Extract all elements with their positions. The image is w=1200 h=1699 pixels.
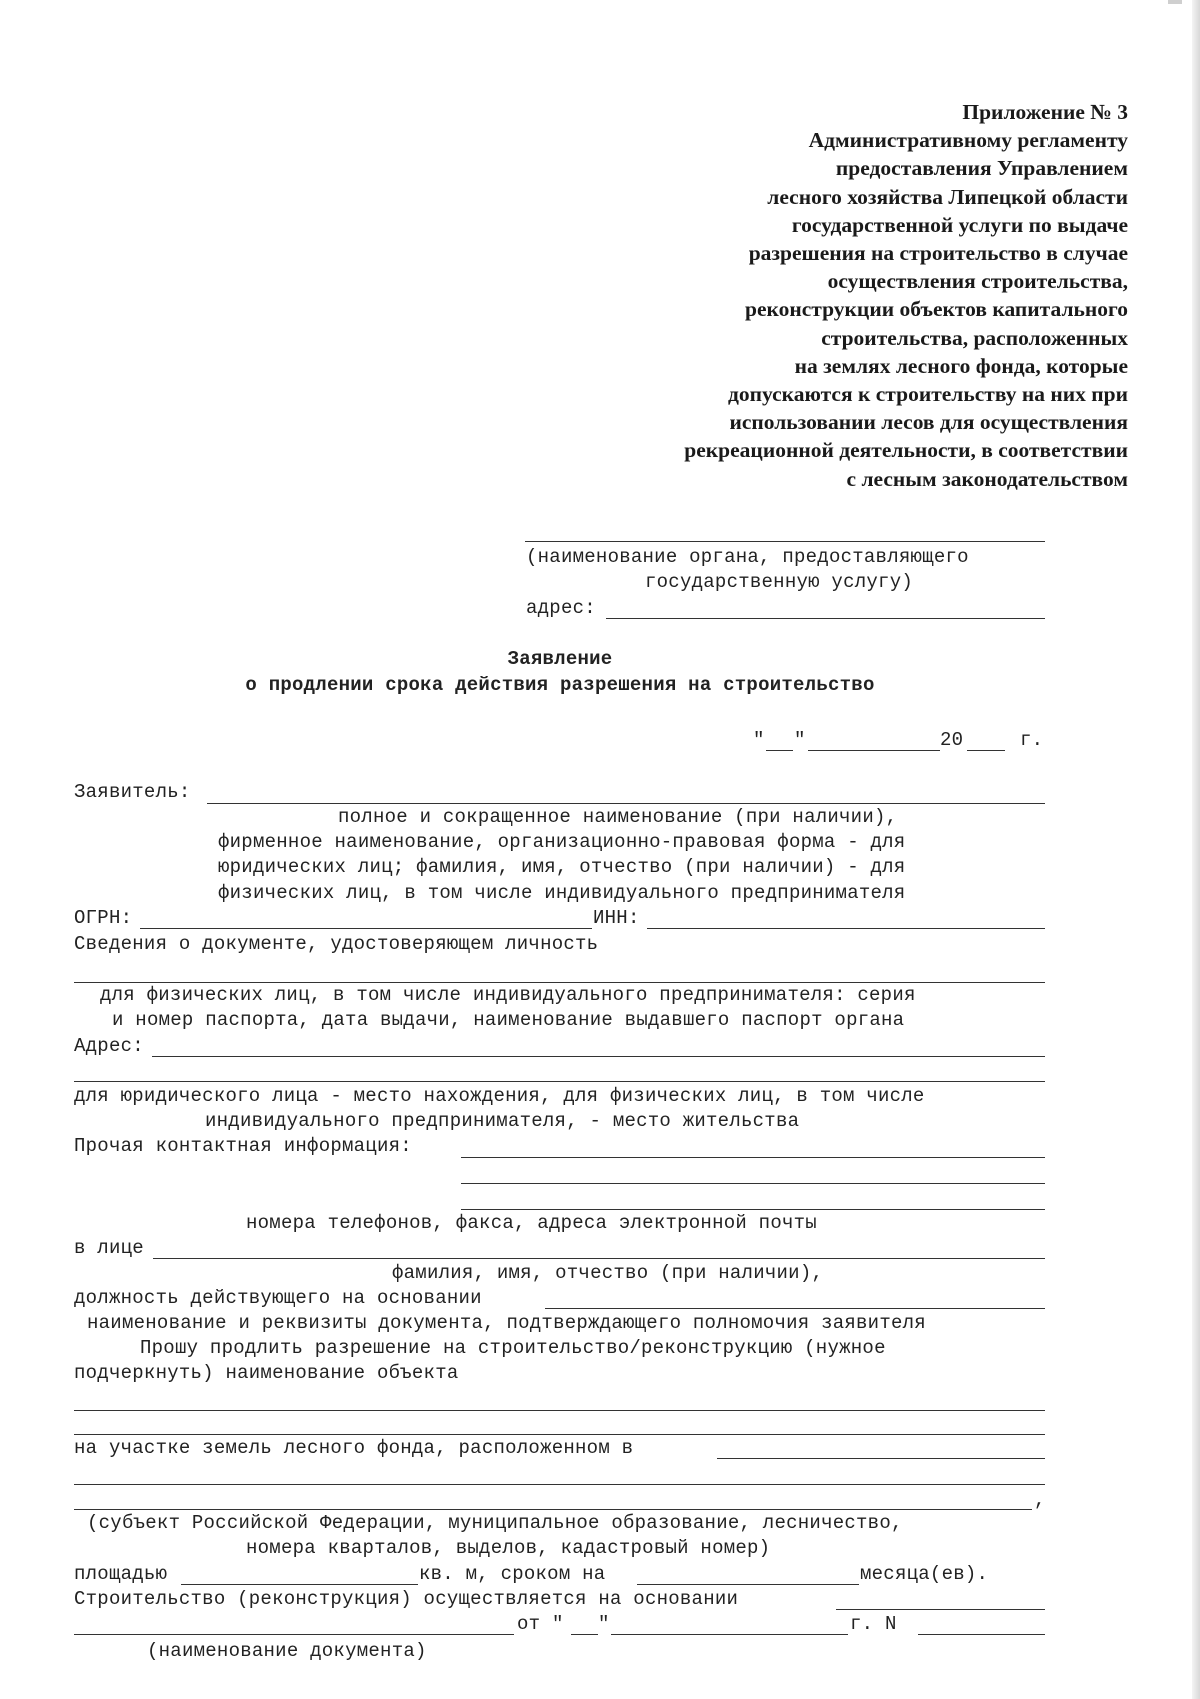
authority-caption: государственную услугу) (645, 571, 913, 593)
plot-hint: (субъект Российской Федерации, муниципальное образование, лесничество, (87, 1512, 903, 1534)
id-document-field[interactable] (74, 982, 1045, 983)
authority-caption: (наименование органа, предоставляющего (526, 546, 969, 568)
date-century: 20 (940, 729, 964, 751)
document-number-label: г. N (850, 1613, 897, 1635)
applicant-hint: юридических лиц; фамилия, имя, отчество (при наличии) - для (218, 856, 906, 878)
basis-field[interactable] (836, 1609, 1045, 1610)
header-line: рекреационной деятельности, в соответствии (684, 438, 1128, 463)
term-unit: месяца(ев). (860, 1563, 989, 1585)
header-line: предоставления Управлением (835, 156, 1128, 181)
header-line: разрешения на строительство в случае (748, 241, 1128, 266)
contact-label: Прочая контактная информация: (74, 1135, 412, 1157)
header-line: допускаются к строительству на них при (728, 382, 1128, 407)
area-label: площадью (74, 1563, 168, 1585)
date-close-quote: " (794, 729, 806, 751)
plot-location-field-3[interactable] (74, 1509, 1032, 1510)
plot-location-field-2[interactable] (74, 1484, 1045, 1485)
header-line: осуществления строительства, (827, 269, 1128, 294)
request-text: Прошу продлить разрешение на строительство/реконструкцию (нужное (140, 1337, 886, 1359)
header-line: с лесным законодательством (846, 466, 1128, 491)
position-label: должность действующего на основании (74, 1287, 482, 1309)
authority-name-field[interactable] (525, 541, 1045, 542)
applicant-address-field-2[interactable] (74, 1081, 1045, 1082)
applicant-hint: физических лиц, в том числе индивидуального предпринимателя (218, 882, 906, 904)
document-number-field[interactable] (918, 1634, 1045, 1635)
basis-label: Строительство (реконструкция) осуществляется на основании (74, 1588, 739, 1610)
document-date-field[interactable] (611, 1634, 848, 1635)
object-name-field-2[interactable] (74, 1434, 1045, 1435)
request-text: подчеркнуть) наименование объекта (74, 1362, 459, 1384)
applicant-name-field[interactable] (207, 803, 1045, 804)
form-title: Заявление (507, 648, 613, 670)
header-line: строительства, расположенных (821, 325, 1128, 350)
date-day-field[interactable] (766, 750, 793, 751)
contact-field-2[interactable] (461, 1183, 1045, 1184)
id-document-label: Сведения о документе, удостоверяющем личность (74, 933, 599, 955)
document-day-field[interactable] (571, 1634, 598, 1635)
representative-hint: фамилия, имя, отчество (при наличии), (392, 1262, 824, 1284)
applicant-hint: полное и сокращенное наименование (при наличии), (338, 806, 898, 828)
header-line: реконструкции объектов капитального (745, 297, 1128, 322)
header-line: лесного хозяйства Липецкой области (767, 184, 1128, 209)
plot-location-label: на участке земель лесного фонда, расположенном в (74, 1437, 634, 1459)
id-document-hint: для физических лиц, в том числе индивидуального предпринимателя: серия (100, 984, 916, 1006)
authority-document-hint: наименование и реквизиты документа, подтверждающего полномочия заявителя (87, 1312, 926, 1334)
from-label: от " (517, 1613, 564, 1635)
date-year-field[interactable] (967, 750, 1005, 751)
document-quote-close: " (598, 1613, 610, 1635)
inn-label: ИНН: (593, 907, 640, 929)
contact-field-3[interactable] (461, 1209, 1045, 1210)
area-unit: кв. м, сроком на (419, 1563, 606, 1585)
appendix-header (568, 98, 1128, 493)
document-name-hint: (наименование документа) (147, 1640, 427, 1662)
contact-hint: номера телефонов, факса, адреса электронной почты (246, 1212, 817, 1234)
contact-field-1[interactable] (461, 1157, 1045, 1158)
id-document-hint: и номер паспорта, дата выдачи, наименование выдавшего паспорт органа (112, 1009, 905, 1031)
scan-edge-shadow (1192, 0, 1200, 1699)
authority-address-field[interactable] (606, 618, 1045, 619)
term-field[interactable] (637, 1584, 859, 1585)
ogrn-field[interactable] (140, 928, 592, 929)
applicant-hint: фирменное наименование, организационно-правовая форма - для (218, 831, 906, 853)
date-month-field[interactable] (808, 750, 940, 751)
trailing-comma: , (1034, 1489, 1046, 1511)
position-basis-field[interactable] (545, 1308, 1045, 1309)
header-line: использовании лесов для осуществления (729, 410, 1128, 435)
area-field[interactable] (181, 1584, 418, 1585)
applicant-label: Заявитель: (74, 781, 191, 803)
address-hint: индивидуального предпринимателя, - место жительства (205, 1110, 800, 1132)
address-label: адрес: (526, 597, 596, 619)
header-line: Приложение № 3 (962, 100, 1128, 124)
representative-label: в лице (74, 1237, 144, 1259)
date-open-quote: " (753, 729, 765, 751)
form-subtitle: о продлении срока действия разрешения на строительство (245, 674, 875, 696)
header-line: Административному регламенту (808, 128, 1128, 153)
applicant-address-label: Адрес: (74, 1035, 144, 1057)
document-name-field[interactable] (74, 1634, 514, 1635)
header-line: на землях лесного фонда, которые (794, 353, 1128, 378)
applicant-address-field[interactable] (152, 1056, 1045, 1057)
header-line: государственной услуги по выдаче (791, 212, 1128, 237)
address-hint: для юридического лица - место нахождения, для физических лиц, в том числе (74, 1085, 925, 1107)
representative-field[interactable] (153, 1258, 1045, 1259)
ogrn-label: ОГРН: (74, 907, 133, 929)
object-name-field-1[interactable] (74, 1410, 1045, 1411)
date-year-suffix: г. (1020, 729, 1044, 751)
plot-location-field[interactable] (717, 1458, 1045, 1459)
plot-hint: номера кварталов, выделов, кадастровый номер) (246, 1537, 771, 1559)
inn-field[interactable] (647, 928, 1045, 929)
scan-corner-mark (1168, 0, 1182, 4)
